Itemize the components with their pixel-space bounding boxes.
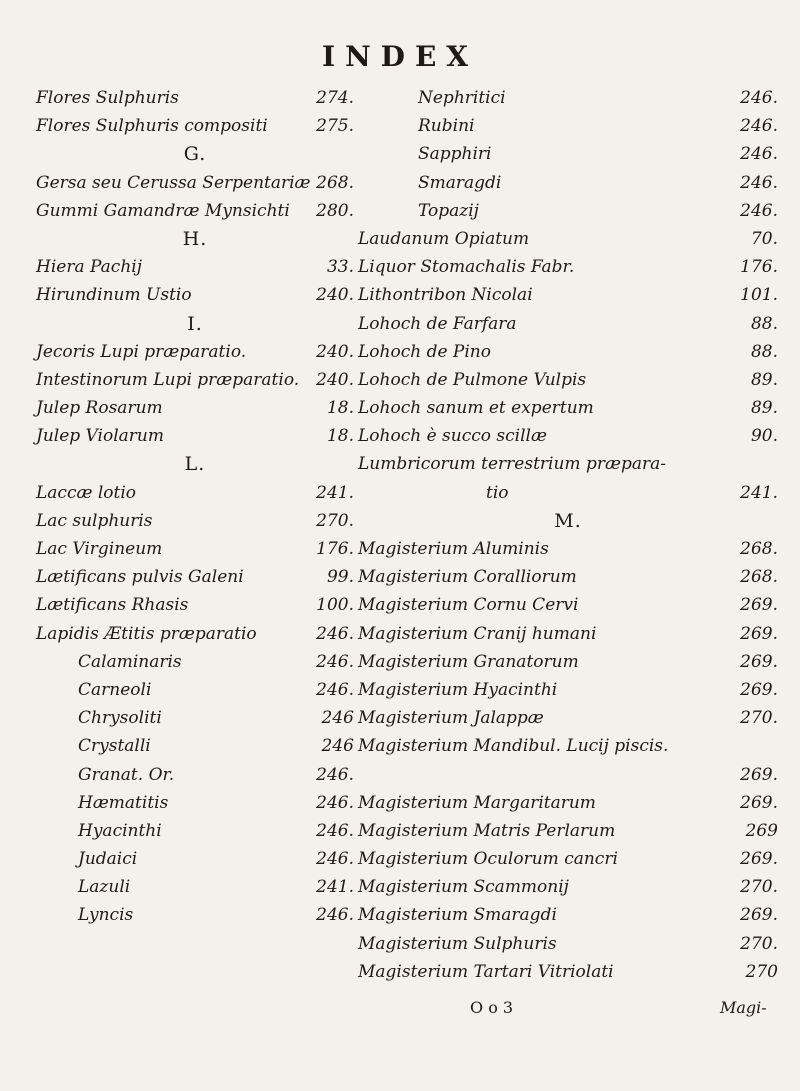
index-entry (36, 873, 354, 901)
entry-page-number: 176. (316, 539, 354, 559)
index-entry (358, 140, 778, 168)
index-entry (358, 479, 778, 507)
section-letter (358, 507, 778, 535)
entry-page-number: 269. (740, 679, 778, 700)
index-entry (358, 704, 778, 732)
entry-page-number: 269. (740, 905, 778, 926)
index-entry (36, 761, 354, 789)
entry-page-number: 101. (740, 285, 778, 306)
entry-page-number: 90. (750, 426, 778, 447)
entry-page-number: 246. (740, 144, 778, 165)
section-letter (36, 225, 354, 253)
entry-page-number: 246 (321, 736, 354, 757)
entry-page-number: 246. (316, 679, 354, 700)
entry-term: Laccæ lotio (36, 482, 137, 503)
entry-term: Lohoch de Pulmone Vulpis (358, 369, 587, 390)
index-entry (36, 563, 354, 591)
index-entry (358, 817, 778, 845)
index-entry (36, 817, 354, 845)
entry-term: Nephritici (418, 88, 506, 108)
index-entry (36, 338, 354, 366)
index-entry (358, 732, 778, 760)
entry-term: tio (486, 482, 509, 503)
entry-page-number: 270. (740, 933, 778, 954)
entry-term: Liquor Stomachalis Fabr. (358, 257, 575, 278)
section-letter-text: G. (183, 143, 207, 166)
entry-term: Magisterium Jalappæ (358, 708, 544, 729)
index-entry (358, 845, 778, 873)
index-entry (358, 873, 778, 901)
entry-page-number: 270 (745, 961, 778, 982)
entry-term: Magisterium Smaragdi (358, 905, 557, 926)
section-letter-text: H. (182, 227, 208, 250)
entry-term: Magisterium Mandibul. Lucij piscis. (358, 736, 669, 757)
index-entry (358, 310, 778, 338)
entry-term: Smaragdi (418, 172, 502, 193)
entry-page-number: 269. (740, 849, 778, 870)
entry-page-number: 269. (740, 595, 778, 616)
entry-term: Laudanum Opiatum (358, 228, 530, 249)
index-entry (358, 676, 778, 704)
entry-page-number: 269. (740, 651, 778, 672)
index-entry (36, 84, 354, 112)
entry-term: Flores Sulphuris compositi (36, 116, 268, 137)
index-entry (358, 761, 778, 789)
entry-page-number: 246. (316, 764, 354, 785)
entry-page-number: 33. (326, 257, 354, 278)
entry-page-number: 268. (740, 567, 778, 588)
index-entry (36, 479, 354, 507)
section-letter (36, 140, 354, 168)
index-entry (358, 789, 778, 817)
section-letter-text: I. (187, 312, 203, 335)
index-entry (358, 930, 778, 958)
entry-page-number: 246. (316, 623, 354, 644)
index-entry (358, 84, 778, 112)
entry-page-number: 246. (740, 116, 778, 137)
index-entry (36, 789, 354, 817)
entry-term: Lazuli (78, 877, 131, 898)
entry-page-number: 89. (750, 369, 778, 390)
section-letter-text: M. (554, 509, 582, 532)
index-entry (36, 676, 354, 704)
entry-page-number: 246. (316, 792, 354, 813)
entry-term: Lithontribon Nicolai (358, 285, 533, 306)
index-entry (358, 394, 778, 422)
entry-term: Lapidis Ætitis præparatio (36, 623, 257, 644)
entry-term: Julep Violarum (36, 426, 164, 447)
entry-term: Gummi Gamandræ Mynsichti (36, 200, 290, 221)
index-entry (358, 648, 778, 676)
entry-page-number: 70. (750, 228, 778, 249)
entry-term: Magisterium Cranij humani (358, 623, 597, 644)
section-letter-text: L. (184, 453, 206, 476)
page-header: INDEX (321, 40, 479, 73)
entry-page-number: 241. (316, 482, 354, 503)
index-entry (36, 535, 354, 563)
index-entry (358, 563, 778, 591)
index-entry (358, 281, 778, 309)
entry-page-number: 269. (740, 764, 778, 785)
index-entry (36, 507, 354, 535)
entry-term: Sapphiri (418, 144, 492, 165)
index-entry (36, 281, 354, 309)
entry-page-number: 176. (740, 257, 778, 278)
index-entry (358, 591, 778, 619)
index-entry (358, 112, 778, 140)
entry-page-number: 88. (750, 341, 778, 362)
entry-page-number: 269 (745, 820, 778, 841)
entry-page-number: 246. (316, 905, 354, 926)
entry-page-number: 18. (326, 426, 354, 447)
entry-term: Lohoch de Farfara (358, 313, 517, 334)
index-entry (358, 535, 778, 563)
entry-page-number: 270. (740, 877, 778, 898)
entry-page-number: 280. (316, 200, 354, 221)
index-entry (358, 620, 778, 648)
index-entry (36, 732, 354, 760)
entry-term: Hirundinum Ustio (36, 285, 192, 306)
entry-term: Magisterium Oculorum cancri (358, 849, 618, 870)
entry-term: Chrysoliti (78, 708, 162, 729)
catchword: Magi- (720, 998, 767, 1017)
entry-page-number: 269. (740, 792, 778, 813)
index-entry (36, 591, 354, 619)
index-entry (358, 338, 778, 366)
entry-term: Lac Virgineum (36, 539, 163, 559)
entry-page-number: 18. (326, 398, 354, 419)
entry-page-number: 246 (321, 708, 354, 729)
index-entry (36, 901, 354, 929)
index-entry (36, 845, 354, 873)
entry-term: Lohoch è succo scillæ (358, 426, 547, 447)
index-entry (36, 197, 354, 225)
entry-term: Calaminaris (78, 651, 182, 672)
index-entry (36, 253, 354, 281)
index-entry (358, 197, 778, 225)
entry-page-number: 241. (316, 877, 354, 898)
index-entry (358, 366, 778, 394)
entry-term: Carneoli (78, 679, 152, 700)
entry-term: Magisterium Scammonij (358, 877, 569, 898)
index-entry (358, 450, 778, 478)
entry-term: Magisterium Margaritarum (358, 792, 596, 813)
entry-term: Rubini (418, 116, 475, 137)
entry-term: Lohoch sanum et expertum (358, 398, 594, 419)
index-entry (36, 366, 354, 394)
entry-term: Magisterium Cornu Cervi (358, 595, 579, 616)
entry-page-number: 274. (316, 88, 354, 108)
entry-term: Lumbricorum terrestrium præpara- (358, 454, 666, 475)
entry-term: Lætificans pulvis Galeni (36, 567, 244, 588)
entry-term: Gersa seu Cerussa Serpentariæ (36, 172, 311, 193)
entry-page-number: 268. (316, 172, 354, 193)
index-entry (36, 394, 354, 422)
entry-term: Judaici (78, 849, 138, 870)
index-entry (36, 620, 354, 648)
index-entry (358, 422, 778, 450)
entry-term: Lyncis (78, 905, 134, 926)
index-entry (358, 253, 778, 281)
section-letter (36, 310, 354, 338)
entry-term: Magisterium Matris Perlarum (358, 820, 616, 841)
entry-page-number: 246. (740, 172, 778, 193)
entry-term: Magisterium Coralliorum (358, 567, 577, 588)
entry-term: Magisterium Tartari Vitriolati (358, 961, 614, 982)
entry-page-number: 268. (740, 539, 778, 559)
right-column (358, 84, 778, 986)
signature-mark: O o 3 (470, 998, 514, 1017)
entry-term: Hæmatitis (78, 792, 169, 813)
index-entry (358, 958, 778, 986)
entry-term: Hyacinthi (78, 820, 162, 841)
index-entry (36, 648, 354, 676)
entry-term: Julep Rosarum (36, 398, 163, 419)
entry-term: Hiera Pachij (36, 257, 142, 278)
entry-term: Granat. Or. (78, 764, 175, 785)
entry-page-number: 100. (316, 595, 354, 616)
index-entry (36, 422, 354, 450)
entry-page-number: 88. (750, 313, 778, 334)
index-entry (36, 704, 354, 732)
entry-term: Lohoch de Pino (358, 341, 491, 362)
entry-term: Magisterium Aluminis (358, 539, 549, 559)
entry-page-number: 270. (316, 510, 354, 531)
index-entry (358, 901, 778, 929)
entry-page-number: 241. (740, 482, 778, 503)
index-entry (36, 169, 354, 197)
entry-page-number: 246. (740, 200, 778, 221)
entry-term: Lætificans Rhasis (36, 595, 189, 616)
entry-page-number: 269. (740, 623, 778, 644)
entry-page-number: 246. (316, 849, 354, 870)
entry-page-number: 89. (750, 398, 778, 419)
left-column (36, 84, 354, 930)
entry-page-number: 240. (316, 369, 354, 390)
index-entry (358, 225, 778, 253)
entry-page-number: 246. (316, 651, 354, 672)
entry-term: Magisterium Granatorum (358, 651, 579, 672)
entry-term: Topazij (418, 200, 479, 221)
entry-page-number: 270. (740, 708, 778, 729)
index-entry (358, 169, 778, 197)
entry-term: Flores Sulphuris (36, 88, 179, 108)
entry-term: Jecoris Lupi præparatio. (36, 341, 247, 362)
entry-page-number: 246. (316, 820, 354, 841)
index-entry (36, 112, 354, 140)
entry-term: Crystalli (78, 736, 151, 757)
entry-page-number: 240. (316, 285, 354, 306)
entry-page-number: 275. (316, 116, 354, 137)
entry-term: Magisterium Sulphuris (358, 933, 557, 954)
entry-term: Lac sulphuris (36, 510, 153, 531)
entry-page-number: 240. (316, 341, 354, 362)
entry-page-number: 246. (740, 88, 778, 108)
entry-term: Intestinorum Lupi præparatio. (36, 369, 300, 390)
entry-page-number: 99. (326, 567, 354, 588)
section-letter (36, 450, 354, 478)
entry-term: Magisterium Hyacinthi (358, 679, 558, 700)
